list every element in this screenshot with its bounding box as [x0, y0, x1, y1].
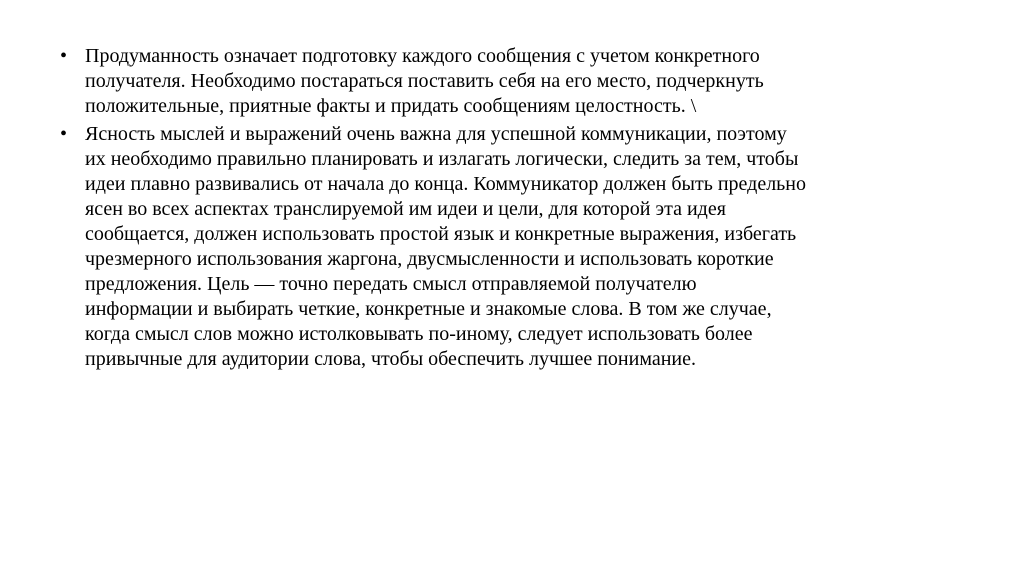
bullet-text-line: предложения. Цель — точно передать смысл отправляемой получателю: [85, 273, 697, 295]
slide-content: [60, 44, 950, 375]
bullet-text-line: получателя. Необходимо постараться поставить себя на его место, подчеркнуть: [85, 70, 764, 92]
bullet-text-line: чрезмерного использования жаргона, двусмысленности и использовать короткие: [85, 248, 774, 270]
bullet-text-line: идеи плавно развивались от начала до конца. Коммуникатор должен быть предельно: [85, 173, 806, 195]
bullet-text-line: положительные, приятные факты и придать сообщениям целостность. \: [85, 95, 697, 117]
bullet-item-clarity: [60, 122, 950, 372]
bullet-list: [60, 44, 950, 372]
bullet-item-thoughtfulness: [60, 44, 950, 119]
bullet-text-line: их необходимо правильно планировать и излагать логически, следить за тем, чтобы: [85, 148, 799, 170]
bullet-text-line: Продуманность означает подготовку каждого сообщения с учетом конкретного: [85, 45, 760, 67]
bullet-marker-icon: •: [60, 45, 68, 67]
bullet-text-line: информации и выбирать четкие, конкретные и знакомые слова. В том же случае,: [85, 298, 772, 320]
bullet-text-line: сообщается, должен использовать простой язык и конкретные выражения, избегать: [85, 223, 797, 245]
bullet-text-line: Ясность мыслей и выражений очень важна для успешной коммуникации, поэтому: [85, 123, 787, 145]
bullet-text-line: ясен во всех аспектах транслируемой им идеи и цели, для которой эта идея: [85, 198, 726, 220]
bullet-text-line: привычные для аудитории слова, чтобы обеспечить лучшее понимание.: [85, 348, 696, 370]
bullet-marker-icon: •: [60, 123, 68, 145]
bullet-text-line: когда смысл слов можно истолковывать по-иному, следует использовать более: [85, 323, 753, 345]
